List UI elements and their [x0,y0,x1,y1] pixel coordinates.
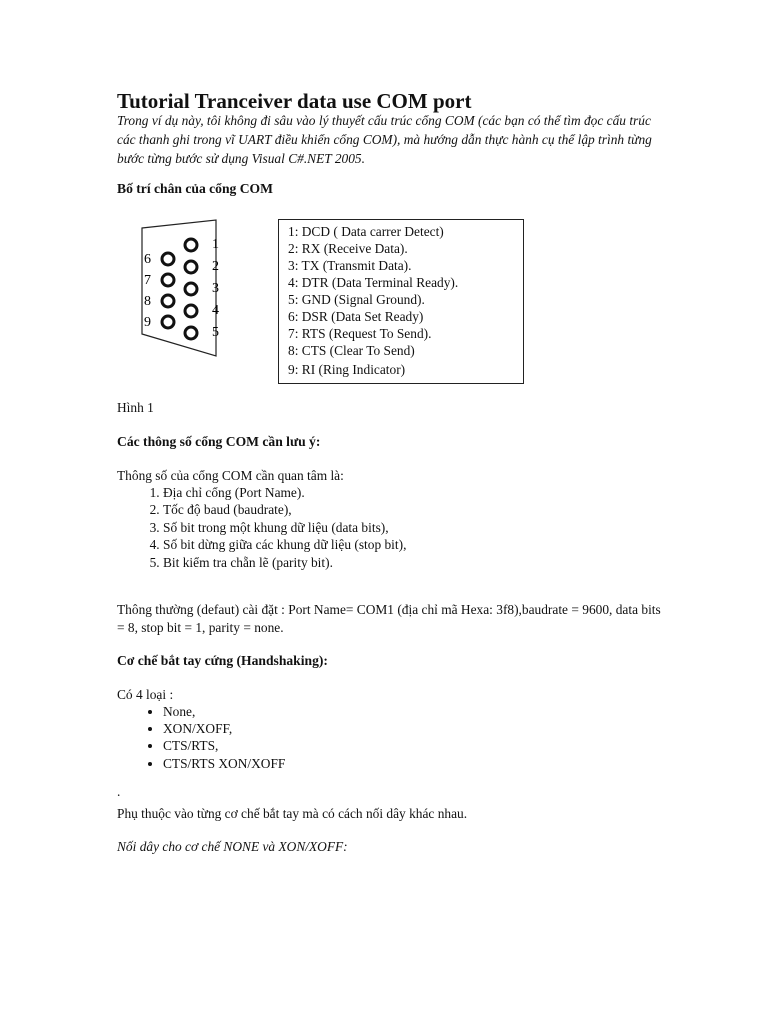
pin-3 [185,283,197,295]
connector-outline [142,220,216,356]
pin-label-5: 5 [212,325,219,340]
legend-line: 6: DSR (Data Set Ready) [288,309,424,324]
legend-line: 3: TX (Transmit Data). [288,258,412,273]
parameters-list [117,484,657,571]
list-item: 4. Số bit dừng giữa các khung dữ liệu (stop bit), [163,536,657,553]
handshaking-list [117,703,657,772]
default-settings-text: Thông thường (defaut) cài đặt : Port Name= COM1 (địa chỉ mã Hexa: 3f8),baudrate = 9600, data bits = 8, stop bit = 1, parity = none. [117,602,661,635]
page-title: Tutorial Tranceiver data use COM port [117,89,472,113]
legend-line: 8: CTS (Clear To Send) [288,343,415,358]
pins-right-column [185,239,197,339]
pin-7 [162,274,174,286]
list-item: 1. Địa chỉ cổng (Port Name). [163,484,657,501]
figure-caption: Hình 1 [117,400,154,415]
pin-9 [162,316,174,328]
wiring-note: Nối dây cho cơ chế NONE và XON/XOFF: [117,839,348,854]
pin-8 [162,295,174,307]
intro-paragraph: Trong ví dụ này, tôi không đi sâu vào lý thuyết cấu trúc cổng COM (các bạn có thể tìm đọc cấu trúc các thanh ghi trong vĩ UART điều khiển cổng COM), mà hướng dẫn thực hành cụ thể lập trình từng bước từng bước sử dụng Visual C#.NET 2005. [117,113,652,166]
list-item: 5. Bit kiểm tra chẵn lẽ (parity bit). [163,554,657,571]
legend-line: 4: DTR (Data Terminal Ready). [288,275,459,290]
handshaking-heading: Cơ chế bắt tay cứng (Handshaking): [117,653,328,668]
pin-label-7: 7 [144,273,151,288]
legend-line: 2: RX (Receive Data). [288,241,408,256]
list-item: • None, [163,703,657,720]
list-item: 2. Tốc độ baud (baudrate), [163,501,657,518]
legend-line: 1: DCD ( Data carrer Detect) [288,224,444,239]
legend-line: 9: RI (Ring Indicator) [288,362,406,377]
handshaking-note: Phụ thuộc vào từng cơ chế bắt tay mà có cách nối dây khác nhau. [117,806,468,821]
db9-connector-diagram [138,214,238,364]
pinout-heading: Bố trí chân của cổng COM [117,181,273,196]
pin-label-6: 6 [144,252,151,267]
list-item: • XON/XOFF, [163,720,657,737]
pin-label-4: 4 [212,303,219,318]
list-item: • CTS/RTS, [163,737,657,754]
list-item: • CTS/RTS XON/XOFF [163,755,657,772]
pin-1 [185,239,197,251]
handshaking-lead: Có 4 loại : [117,687,174,702]
pin-label-1: 1 [212,237,219,252]
pin-4 [185,305,197,317]
pin-label-8: 8 [144,294,151,309]
pin-5 [185,327,197,339]
pin-label-3: 3 [212,281,219,296]
list-item: 3. Số bit trong một khung dữ liệu (data bits), [163,519,657,536]
parameters-lead: Thông số của cổng COM cần quan tâm là: [117,468,344,483]
pin-6 [162,253,174,265]
legend-line: 7: RTS (Request To Send). [288,326,432,341]
pin-legend-box [278,219,524,384]
pin-label-9: 9 [144,315,151,330]
pins-left-column [162,253,174,328]
stray-dot: . [117,784,121,799]
pin-2 [185,261,197,273]
parameters-heading: Các thông số cổng COM cần lưu ý: [117,434,321,449]
pin-label-2: 2 [212,259,219,274]
legend-line: 5: GND (Signal Ground). [288,292,425,307]
